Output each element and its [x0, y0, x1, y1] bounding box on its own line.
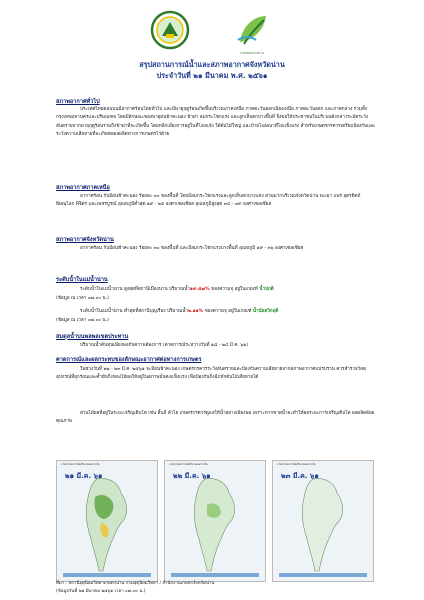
- date-note: (ข้อมูลวันที่ ๒๑ มีนาคม ๒๕๖๑ เวลา ๐๗.๐๐ น.): [56, 589, 146, 594]
- section-body-general: ประเทศไทยตอนบนมีอากาศร้อนโดยทั่วไป และมีพายุฤดูร้อนเกิดขึ้นบริเวณภาคเหนือ ภาคตะวันออกเฉียงเหนือ ภาคตะวันออก และภาคกลาง รวมทั้งกรุงเทพมหานครและปริมณฑล โดยมีลักษณะของพายุฝนฟ้าคะนอง ฟ้าผ่า ลมกระโชกแรง และลูกเห็บตกบางพื้นที่ จึงขอให้ประชาชนในบริเวณดังกล่าวระมัดระวังอันตรายจากพายุฤดูร้อนรวมถึงฟ้าผ่าที่จะเกิดขึ้น โดยหลีกเลี่ยงการอยู่ในที่โล่งแจ้ง ใต้ต้นไม้ใหญ่ และป้ายโฆษณาที่ไม่แข็งแรง สำหรับเกษตรกรควรเตรียมป้องกันและระวังความเสียหายที่จะเกิดต่อผลผลิตทางการเกษตรไว้ด้วย: [56, 107, 376, 138]
- section-body-forecast-2: ส่วนไม้ผลที่อยู่ในระยะเจริญเติบโต เช่น ลิ้นจี่ ลำไย เกษตรกรควรดูแลให้น้ำอย่างเพียงพอ เพราะหากขาดน้ำจะทำให้ผลระยะการเจริญเติบโต ผลผลิตด้อยคุณภาพ: [56, 411, 375, 425]
- section-body-north: อากาศร้อน กับมีฝนฟ้าคะนอง ร้อยละ ๓๐ ของพื้นที่ โดยมีลมกระโชกแรงและลูกเห็บตกบางแห่ง ส่วนมากบริเวณจังหวัดน่าน พะเยา แพร่ อุตรดิตถ์ พิษณุโลก พิจิตร และเพชรบูรณ์ อุณหภูมิต่ำสุด ๑๙ - ๒๕ องศาเซลเซียส อุณหภูมิสูงสุด ๓๔ - ๓๙ องศาเซลเซียส: [56, 194, 361, 208]
- rain-map-day1: [56, 460, 158, 582]
- reservoir-low-text: ระดับน้ำในแม่น้ำน่าน ต่ำสุดที่สถานีบุญเรือง ปริมาณน้ำ: [80, 309, 188, 314]
- map-caption: ภาพการพยากรณ์ปริมาณฝนรายวัน: [277, 463, 316, 466]
- reservoir-high-percent: ๑๙.๕๗%: [190, 287, 210, 292]
- reservoir-line-low: [56, 308, 378, 316]
- reservoir-low-mid: ของความจุ อยู่ในเกณฑ์: [203, 309, 253, 314]
- section-heading-reservoir: ระดับน้ำในแม่น้ำน่าน: [56, 277, 108, 283]
- rain-map-day2: [164, 460, 266, 582]
- reservoir-high-mid: ของความจุ อยู่ในเกณฑ์: [209, 287, 260, 292]
- map-date-label: ๒๓ มี.ค. ๖๑: [281, 472, 319, 480]
- section-body-water-supply: ปริมาณน้ำต้นทุนเพียงพอกับความต้องการ (คาดการณ์ระหว่างวันที่ ๑๘ - ๒๔ มี.ค. ๖๑): [80, 343, 249, 348]
- provincial-seal-logo: [150, 10, 190, 50]
- reservoir-high-text: ระดับน้ำในแม่น้ำน่าน สูงสุดที่สถานีเมืองน่าน ปริมาณน้ำ: [80, 287, 191, 292]
- reservoir-high-status: น้ำปกติ: [259, 287, 274, 292]
- page-date: ประจำวันที่ ๒๑ มีนาคม พ.ศ. ๒๕๖๑: [156, 71, 268, 80]
- map-date-label: ๒๒ มี.ค. ๖๑: [173, 472, 211, 480]
- section-heading-north: สภาพอากาศภาคเหนือ: [56, 185, 110, 191]
- rain-forecast-maps: [56, 460, 374, 580]
- reservoir-low-percent: ๒.๑๑%: [187, 309, 204, 314]
- section-heading-general: สภาพอากาศทั่วไป: [56, 99, 100, 105]
- reservoir-low-status: น้ำน้อยวิกฤติ: [252, 309, 279, 314]
- map-caption: ภาพการพยากรณ์ปริมาณฝนรายวัน: [169, 463, 208, 466]
- section-body-nan: อากาศร้อน กับมีฝนฟ้าคะนอง ร้อยละ ๓๐ ของพื้นที่ และมีลมกระโชกแรงบางพื้นที่ อุณหภูมิ ๑๙ - ๓๖ องศาเซลเซียส: [80, 246, 304, 251]
- section-body-forecast-1: ในช่วงวันที่ ๒๒ - ๒๓ มี.ค. ๒๕๖๑ จะมีฝนฟ้าคะนอง เกษตรกรควรระวังอันตรายและป้องกันความเสียหายจากสภาพอากาศแปรปรวน ควรสำรวจวัสดุอุปกรณ์ที่ผุกร่อนและค้ำยันกิ่งของไม้ผลให้อยู่ในสภาพมั่นคงแข็งแรง เพื่อป้องกันกิ่งฉีกหักต้นไม้เสียหายได้: [56, 367, 366, 381]
- reservoir-high-note: (ข้อมูล ณ เวลา ๐๗.๐๐ น.): [56, 296, 109, 301]
- source-note: ที่มา : สถานีอุตุนิยมวิทยาเกษตรน่าน กรมอุตุนิยมวิทยา / สำนักงานเกษตรจังหวัดน่าน: [56, 581, 215, 586]
- header-logos: [0, 10, 424, 55]
- map-date-label: ๒๑ มี.ค. ๖๑: [65, 472, 103, 480]
- section-heading-forecast: คาดการณ์และผลกระทบของลักษณะอากาศต่อทางการเกษตร: [56, 357, 202, 363]
- right-logo-label: กรมชลประทาน: [240, 51, 264, 55]
- section-heading-water-supply: สมดุลน้ำบนพลพลเขตประทาน: [56, 334, 129, 340]
- reservoir-line-high: [56, 286, 378, 294]
- page-title: สรุปสถานการณ์น้ำและสภาพอากาศจังหวัดน่าน: [139, 60, 285, 69]
- map-caption: ภาพการพยากรณ์ปริมาณฝนรายวัน: [61, 463, 100, 466]
- agriculture-leaf-logo: [232, 10, 272, 50]
- section-heading-nan: สภาพอากาศจังหวัดน่าน: [56, 237, 114, 243]
- reservoir-low-note: (ข้อมูล ณ เวลา ๐๗.๐๐ น.): [56, 318, 109, 323]
- rain-map-day3: [272, 460, 374, 582]
